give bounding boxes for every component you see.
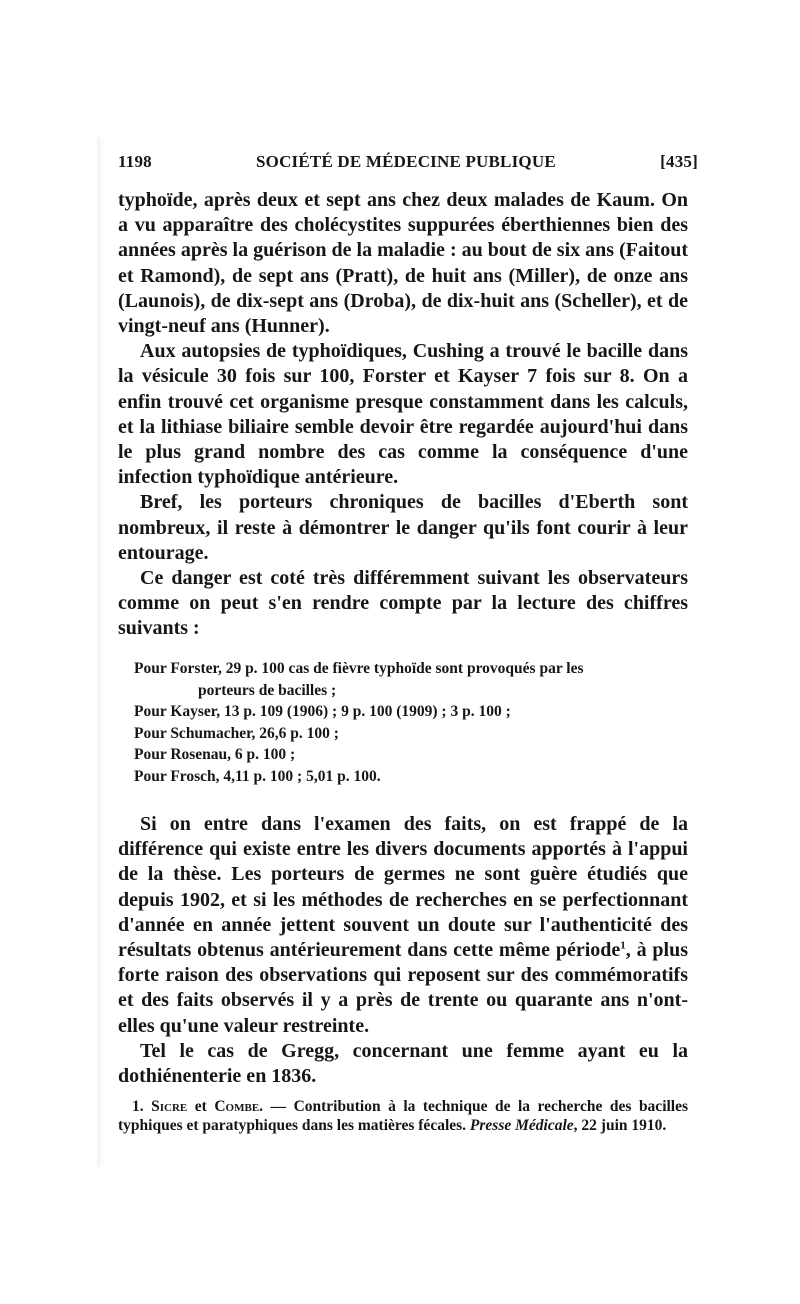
- bracket-page-number: [435]: [660, 152, 698, 171]
- citation-list: [134, 658, 690, 787]
- footnote-number: 1.: [132, 1098, 144, 1115]
- footnote-date: , 22 juin 1910.: [573, 1117, 667, 1134]
- paragraph-carriers: Bref, les porteurs chroniques de bacilles d'Eberth sont nombreux, il reste à démontrer le danger qu'ils font courir à leur entourage.: [118, 491, 688, 564]
- footnote-reference[interactable]: 1: [620, 939, 626, 952]
- paragraph-text-cont: , à plus forte raison des observations qui reposent sur des commémoratifs et des faits observés il y a près de trente ou quarante ans n'ont-elles qu'une valeur restreinte.: [118, 939, 688, 1037]
- paragraph-gregg: Tel le cas de Gregg, concernant une femme ayant eu la dothiénenterie en 1836.: [118, 1039, 688, 1088]
- footnote: [118, 1097, 688, 1135]
- page-edge-shadow: [97, 137, 105, 1167]
- citation-kayser: Pour Kayser, 13 p. 109 (1906) ; 9 p. 100 (1909) ; 3 p. 100 ;: [134, 703, 511, 720]
- running-title: SOCIÉTÉ DE MÉDECINE PUBLIQUE: [256, 152, 556, 171]
- citation-line-continued: porteurs de bacilles ;: [198, 681, 337, 699]
- citation-line: Pour Forster, 29 p. 100 cas de fièvre typhoïde sont provoqués par les: [134, 660, 584, 677]
- paragraph-danger: Ce danger est coté très différemment suivant les observateurs comme on peut s'en rendre compte par la lecture des chiffres suivants :: [118, 567, 688, 640]
- footnote-author-sicre: Sicre: [151, 1098, 188, 1115]
- paragraph-continuation: typhoïde, après deux et sept ans chez deux malades de Kaum. On a vu apparaître des cholécystites suppurées éberthiennes bien des années après la guérison de la maladie : au bout de six ans (Faitout et Ramond), de sept ans (Pratt), de huit ans (Miller), de onze ans (Launois), de dix-sept ans (Droba), de dix-huit ans (Scheller), et de vingt-neuf ans (Hunner).: [118, 189, 688, 338]
- footnote-and: et: [194, 1098, 207, 1115]
- running-header: [118, 152, 698, 176]
- footnote-journal: Presse Médicale: [469, 1117, 574, 1134]
- citation-schumacher: Pour Schumacher, 26,6 p. 100 ;: [134, 724, 339, 742]
- paragraph-text: Si on entre dans l'examen des faits, on est frappé de la différence qui existe entre les divers documents apportés à l'appui de la thèse. Les porteurs de germes ne sont guère étudiés que depuis 1902, et si les méthodes de recherches en se perfectionnant d'année en année jettent souvent un doute sur l'authenticité des résultats obtenus antérieurement dans cette même période: [118, 813, 688, 962]
- footnote-text: — Contribution à la technique de la recherche des bacilles typhiques et paratyphiques dans les matières fécales.: [118, 1098, 689, 1134]
- paragraph-autopsies: Aux autopsies de typhoïdiques, Cushing a trouvé le bacille dans la vésicule 30 fois sur 100, Forster et Kayser 7 fois sur 8. On a enfin trouvé cet organisme presque constamment dans les calculs, et la lithiase biliaire semble devoir être regardée aujourd'hui dans le plus grand nombre des cas comme la conséquence d'une infection typhoïdique antérieure.: [118, 340, 688, 489]
- citation-frosch: Pour Frosch, 4,11 p. 100 ; 5,01 p. 100.: [134, 767, 381, 785]
- citation-rosenau: Pour Rosenau, 6 p. 100 ;: [134, 746, 296, 763]
- page-number: 1198: [118, 152, 152, 171]
- footnote-author-combe: Combe.: [214, 1098, 264, 1115]
- main-text-top: [118, 188, 688, 642]
- citation-forster: [134, 658, 690, 701]
- paragraph-examination: [118, 812, 688, 1039]
- main-text-bottom: [118, 812, 688, 1089]
